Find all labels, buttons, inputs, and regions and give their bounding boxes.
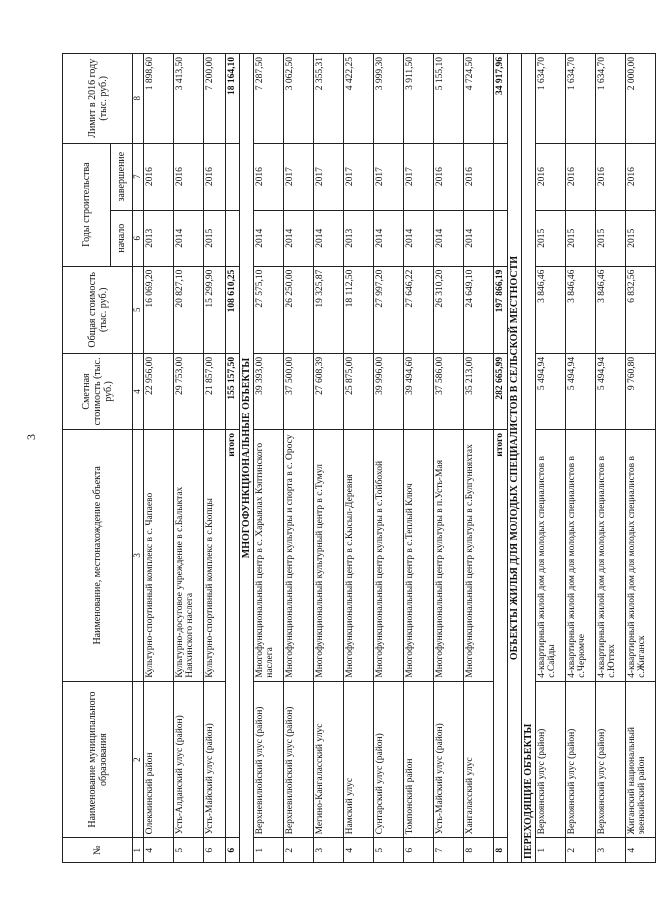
header-end: завершение	[111, 143, 133, 210]
col-number: 6	[133, 210, 144, 266]
total-label: итого	[225, 430, 239, 838]
row-num: 7	[433, 838, 463, 863]
row-end: 2016	[595, 143, 625, 210]
row-total-cost: 26 310,20	[433, 266, 463, 353]
header-total-cost: Общая стоимость (тыс. руб.)	[63, 266, 133, 353]
row-end: 2016	[203, 143, 225, 210]
table-row	[535, 54, 565, 863]
table-row	[253, 54, 283, 863]
table-row	[595, 54, 625, 863]
row-total-cost: 26 250,00	[283, 266, 313, 353]
row-object: Многофункциональный центр в с.Кысыл-Деревня	[343, 430, 373, 682]
row-limit: 3 911,50	[403, 54, 433, 144]
empty-cell	[225, 143, 239, 210]
table-row	[433, 54, 463, 863]
row-object: 4-квартирный жилой дом для молодых специалистов в с.Жиганск	[625, 430, 655, 682]
row-estimate: 5 494,94	[595, 353, 625, 429]
row-total-cost: 24 649,10	[463, 266, 493, 353]
row-limit: 7 287,50	[253, 54, 283, 144]
col-number: 8	[133, 54, 144, 144]
row-municipal: Верхоянский улус (район)	[565, 681, 595, 838]
section-housing: ОБЪЕКТЫ ЖИЛЬЯ ДЛЯ МОЛОДЫХ СПЕЦИАЛИСТОВ В СЕЛЬСКОЙ МЕСТНОСТИ	[507, 54, 521, 863]
row-end: 2016	[433, 143, 463, 210]
row-end: 2016	[565, 143, 595, 210]
total-cost: 197 866,19	[493, 266, 507, 353]
row-municipal: Верхневилюйский улус (район)	[283, 681, 313, 838]
column-numbers-row	[133, 54, 144, 863]
total-num: 6	[225, 838, 239, 863]
row-start: 2013	[143, 210, 173, 266]
row-limit: 3 413,50	[173, 54, 203, 144]
section-transition: ПЕРЕХОДЯЩИЕ ОБЪЕКТЫ	[521, 54, 535, 863]
row-num: 2	[565, 838, 595, 863]
total-row	[225, 54, 239, 863]
row-estimate: 39 494,60	[403, 353, 433, 429]
total-limit: 34 917,96	[493, 54, 507, 144]
row-estimate: 25 875,00	[343, 353, 373, 429]
row-total-cost: 6 832,56	[625, 266, 655, 353]
page-number: 3	[24, 434, 38, 440]
row-estimate: 39 393,00	[253, 353, 283, 429]
row-total-cost: 3 846,46	[595, 266, 625, 353]
row-start: 2015	[595, 210, 625, 266]
row-limit: 4 422,25	[343, 54, 373, 144]
row-limit: 1 898,60	[143, 54, 173, 144]
row-end: 2017	[403, 143, 433, 210]
row-num: 3	[313, 838, 343, 863]
total-row	[493, 54, 507, 863]
row-object: Культурно-спортивный комплекс в с.Кюпцы	[203, 430, 225, 682]
row-object: 4-квартирный жилой дом для молодых специалистов в с.Юттях	[595, 430, 625, 682]
header-start: начало	[111, 210, 133, 266]
row-start: 2014	[403, 210, 433, 266]
document-table-rotated	[62, 53, 648, 863]
table-row	[625, 54, 655, 863]
table-row	[343, 54, 373, 863]
row-total-cost: 27 575,10	[253, 266, 283, 353]
row-end: 2016	[625, 143, 655, 210]
row-num: 6	[203, 838, 225, 863]
row-limit: 2 000,00	[625, 54, 655, 144]
table-row	[173, 54, 203, 863]
col-number: 5	[133, 266, 144, 353]
row-total-cost: 19 325,87	[313, 266, 343, 353]
row-num: 6	[403, 838, 433, 863]
col-number: 2	[133, 681, 144, 838]
total-limit: 18 164,10	[225, 54, 239, 144]
row-num: 4	[343, 838, 373, 863]
header-years: Годы строительства	[63, 143, 111, 266]
row-object: 4-квартирный жилой дом для молодых специалистов в с.Черюмче	[565, 430, 595, 682]
row-limit: 1 634,70	[595, 54, 625, 144]
header-num: №	[63, 838, 133, 863]
header-limit: Лимит в 2016 году (тыс. руб.)	[63, 54, 133, 144]
row-end: 2016	[535, 143, 565, 210]
row-estimate: 37 500,00	[283, 353, 313, 429]
section-multifunctional: МНОГОФУНКЦИОНАЛЬНЫЕ ОБЪЕКТЫ	[239, 54, 253, 863]
row-start: 2014	[433, 210, 463, 266]
row-num: 2	[283, 838, 313, 863]
empty-cell	[493, 143, 507, 210]
row-limit: 7 200,00	[203, 54, 225, 144]
row-start: 2014	[313, 210, 343, 266]
row-estimate: 29 753,00	[173, 353, 203, 429]
row-total-cost: 27 997,20	[373, 266, 403, 353]
col-number: 3	[133, 430, 144, 682]
row-total-cost: 15 299,90	[203, 266, 225, 353]
row-end: 2017	[343, 143, 373, 210]
row-object: Культурно-досуговое учреждение в с.Балыктах Наяхинского наслега	[173, 430, 203, 682]
total-estimate: 282 665,99	[493, 353, 507, 429]
row-end: 2017	[283, 143, 313, 210]
row-municipal: Усть-Алданский улус (район)	[173, 681, 203, 838]
row-end: 2016	[143, 143, 173, 210]
row-start: 2014	[283, 210, 313, 266]
row-num: 5	[373, 838, 403, 863]
row-municipal: Жиганский национальный эвенкийский район	[625, 681, 655, 838]
row-municipal: Верхневилюйский улус (район)	[253, 681, 283, 838]
row-total-cost: 20 827,10	[173, 266, 203, 353]
row-object: Культурно-спортивный комплекс в с. Чапаево	[143, 430, 173, 682]
row-num: 8	[463, 838, 493, 863]
row-num: 4	[143, 838, 173, 863]
row-num: 4	[625, 838, 655, 863]
row-object: Многофункциональный центр в с.Теплый Ключ	[403, 430, 433, 682]
table-row	[283, 54, 313, 863]
row-total-cost: 27 646,22	[403, 266, 433, 353]
row-object: Многофункциональный центр культуры в п.Усть-Мая	[433, 430, 463, 682]
row-limit: 3 999,30	[373, 54, 403, 144]
row-num: 5	[173, 838, 203, 863]
row-object: 4-квартирный жилой дом для молодых специалистов в с.Сайды	[535, 430, 565, 682]
total-estimate: 155 157,50	[225, 353, 239, 429]
row-municipal: Томпонский район	[403, 681, 433, 838]
row-estimate: 21 857,00	[203, 353, 225, 429]
total-num: 8	[493, 838, 507, 863]
row-municipal: Хангаласский улус	[463, 681, 493, 838]
row-estimate: 5 494,94	[565, 353, 595, 429]
row-total-cost: 3 846,46	[535, 266, 565, 353]
row-start: 2014	[463, 210, 493, 266]
table-row	[373, 54, 403, 863]
row-limit: 4 724,50	[463, 54, 493, 144]
row-limit: 5 155,10	[433, 54, 463, 144]
row-start: 2015	[565, 210, 595, 266]
row-object: Многофункциональный центр культуры в с.Тойбохой	[373, 430, 403, 682]
table-row	[203, 54, 225, 863]
row-end: 2017	[313, 143, 343, 210]
row-object: Многофункциональный центр культуры и спорта в с. Оросу	[283, 430, 313, 682]
table-row	[565, 54, 595, 863]
table-row	[463, 54, 493, 863]
header-municipal: Наименование муниципального образования	[63, 681, 133, 838]
row-start: 2014	[173, 210, 203, 266]
row-municipal: Усть-Майский улус (район)	[203, 681, 225, 838]
row-estimate: 37 586,00	[433, 353, 463, 429]
row-municipal: Верхоянский улус (район)	[595, 681, 625, 838]
row-start: 2015	[203, 210, 225, 266]
row-estimate: 22 956,00	[143, 353, 173, 429]
row-municipal: Олекминский район	[143, 681, 173, 838]
row-end: 2016	[463, 143, 493, 210]
row-end: 2016	[253, 143, 283, 210]
row-start: 2015	[625, 210, 655, 266]
col-number: 1	[133, 838, 144, 863]
row-end: 2017	[373, 143, 403, 210]
row-total-cost: 18 112,50	[343, 266, 373, 353]
row-total-cost: 3 846,46	[565, 266, 595, 353]
col-number: 4	[133, 353, 144, 429]
row-total-cost: 16 069,20	[143, 266, 173, 353]
total-label: итого	[493, 430, 507, 838]
row-limit: 2 355,31	[313, 54, 343, 144]
row-end: 2016	[173, 143, 203, 210]
empty-cell	[225, 210, 239, 266]
row-object: Многофункциональный культурный центр в с.Тумул	[313, 430, 343, 682]
row-num: 3	[595, 838, 625, 863]
row-start: 2014	[373, 210, 403, 266]
header-estimate: Сметная стоимость (тыс. руб.)	[63, 353, 133, 429]
header-object: Наименование, местонахождение объекта	[63, 430, 133, 682]
row-num: 1	[535, 838, 565, 863]
row-municipal: Усть-Майский улус (район)	[433, 681, 463, 838]
row-estimate: 5 494,94	[535, 353, 565, 429]
total-cost: 108 610,25	[225, 266, 239, 353]
row-municipal: Мегино-Кангаласский улус	[313, 681, 343, 838]
row-limit: 1 634,70	[565, 54, 595, 144]
row-start: 2013	[343, 210, 373, 266]
col-number: 7	[133, 143, 144, 210]
row-municipal: Намский улус	[343, 681, 373, 838]
section-row	[521, 54, 535, 863]
table-row	[403, 54, 433, 863]
row-estimate: 27 608,39	[313, 353, 343, 429]
row-start: 2014	[253, 210, 283, 266]
row-estimate: 9 760,80	[625, 353, 655, 429]
row-limit: 3 062,50	[283, 54, 313, 144]
row-municipal: Верхоянский улус (район)	[535, 681, 565, 838]
row-limit: 1 634,70	[535, 54, 565, 144]
section-row	[507, 54, 521, 863]
section-row	[239, 54, 253, 863]
row-num: 1	[253, 838, 283, 863]
row-estimate: 35 213,00	[463, 353, 493, 429]
row-municipal: Сунтарский улус (район)	[373, 681, 403, 838]
row-object: Многофункциональный центр культуры в с.Булгунняхтах	[463, 430, 493, 682]
row-start: 2015	[535, 210, 565, 266]
construction-objects-table	[62, 53, 656, 863]
empty-cell	[493, 210, 507, 266]
row-object: Многофункциональный центр в с. Харыялах Кэптинского наслега	[253, 430, 283, 682]
row-estimate: 39 996,00	[373, 353, 403, 429]
table-row	[143, 54, 173, 863]
table-row	[313, 54, 343, 863]
